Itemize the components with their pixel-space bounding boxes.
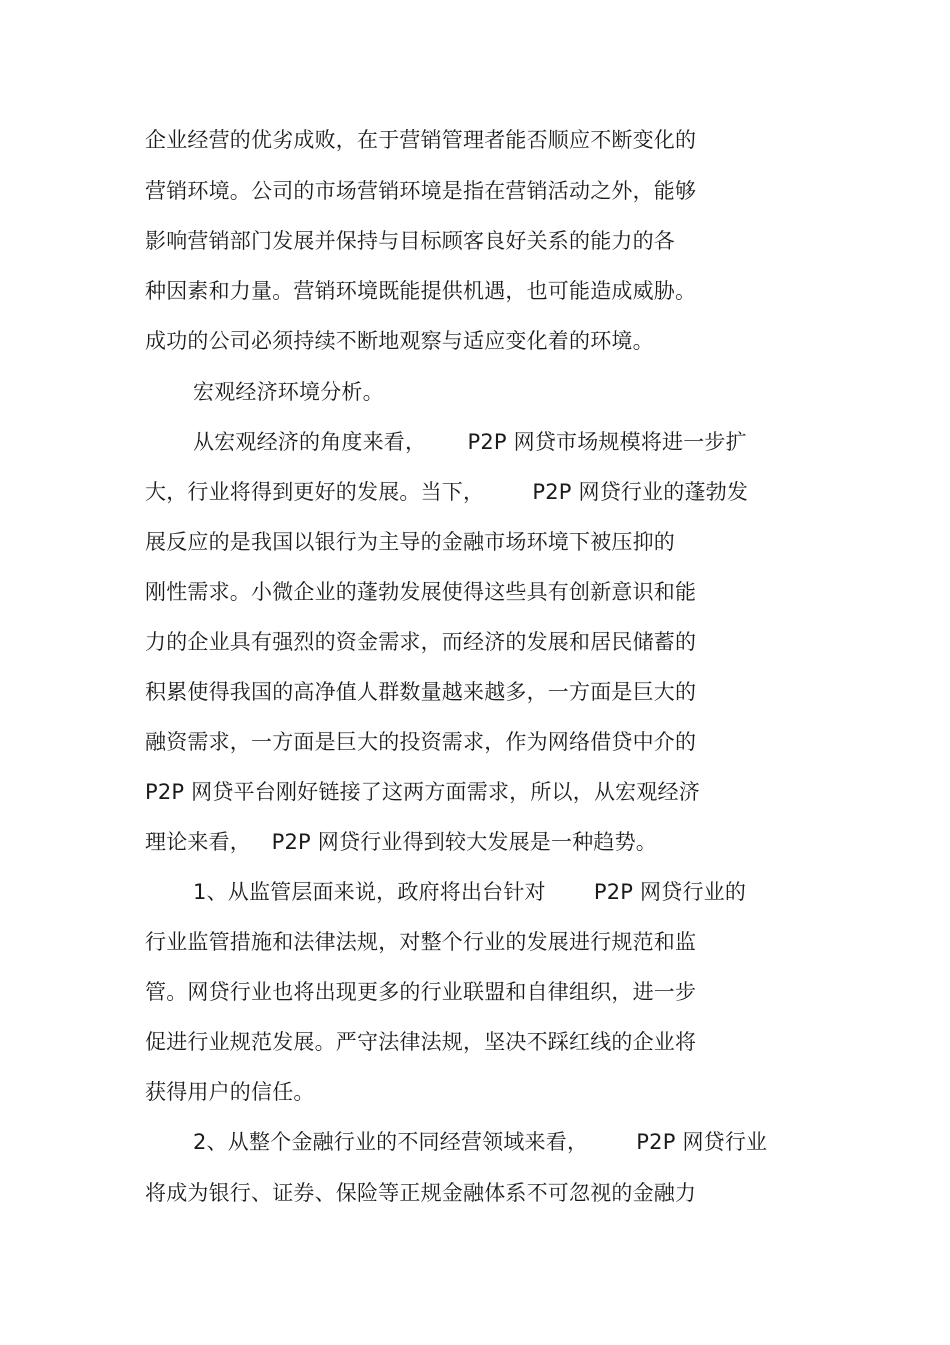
text-line-12: 积累使得我国的高净值人群数量越来越多，一方面是巨大的 bbox=[145, 680, 697, 704]
text-line-20: 获得用户的信任。 bbox=[145, 1080, 315, 1104]
text-line-5: 成功的公司必须持续不断地观察与适应变化着的环境。 bbox=[145, 329, 654, 353]
text-line-14: P2P 网贷平台刚好链接了这两方面需求，所以，从宏观经济 bbox=[145, 780, 700, 804]
text-line-8: 大，行业将得到更好的发展。当下， P2P 网贷行业的蓬勃发 bbox=[145, 480, 749, 504]
section-heading: 宏观经济环境分析。 bbox=[193, 380, 384, 404]
text-line-7: 从宏观经济的角度来看， P2P 网贷市场规模将进一步扩 bbox=[193, 430, 747, 454]
text-line-15: 理论来看， P2P 网贷行业得到较大发展是一种趋势。 bbox=[145, 830, 657, 854]
text-line-1: 企业经营的优劣成败，在于营销管理者能否顺应不断变化的 bbox=[145, 128, 697, 152]
text-line-16: 1、从监管层面来说，政府将出台针对 P2P 网贷行业的 bbox=[193, 880, 747, 904]
text-line-22: 将成为银行、证券、保险等正规金融体系不可忽视的金融力 bbox=[145, 1181, 697, 1205]
text-line-17: 行业监管措施和法律法规，对整个行业的发展进行规范和监 bbox=[145, 930, 697, 954]
text-line-11: 力的企业具有强烈的资金需求，而经济的发展和居民储蓄的 bbox=[145, 630, 697, 654]
text-line-4: 种因素和力量。营销环境既能提供机遇，也可能造成威胁。 bbox=[145, 279, 697, 303]
text-line-21: 2、从整个金融行业的不同经营领域来看， P2P 网贷行业 bbox=[193, 1130, 768, 1154]
text-line-2: 营销环境。公司的市场营销环境是指在营销活动之外，能够 bbox=[145, 179, 697, 203]
text-line-10: 刚性需求。小微企业的蓬勃发展使得这些具有创新意识和能 bbox=[145, 580, 697, 604]
text-line-18: 管。网贷行业也将出现更多的行业联盟和自律组织，进一步 bbox=[145, 980, 697, 1004]
text-line-3: 影响营销部门发展并保持与目标顾客良好关系的能力的各 bbox=[145, 229, 675, 253]
text-line-9: 展反应的是我国以银行为主导的金融市场环境下被压抑的 bbox=[145, 530, 675, 554]
text-line-13: 融资需求，一方面是巨大的投资需求，作为网络借贷中介的 bbox=[145, 730, 697, 754]
text-line-19: 促进行业规范发展。严守法律法规，坚决不踩红线的企业将 bbox=[145, 1030, 697, 1054]
